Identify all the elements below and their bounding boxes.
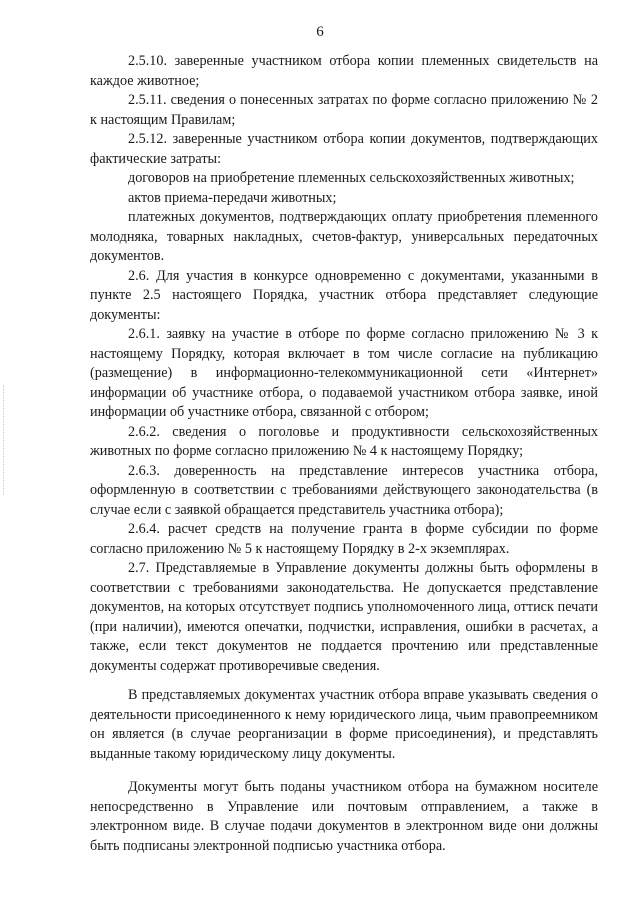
document-body: [90, 52, 598, 856]
paragraph-2-5-12: 2.5.12. заверенные участником отбора копии документов, подтверждающих фактические затраты:: [90, 131, 598, 167]
paragraph-successor-info: В представляемых документах участник отбора вправе указывать сведения о деятельности присоединенного к нему юридического лица, чьим правопреемником он является (в случае реорганизации в форме присоединения), и представлять выданные такому юридическому лицу документы.: [90, 687, 598, 762]
margin-scan-mark: [3, 385, 8, 495]
paragraph-acts: актов приема-передачи животных;: [128, 189, 337, 206]
paragraph-2-7: 2.7. Представляемые в Управление документы должны быть оформлены в соответствии с требованиями законодательства. Не допускается представление документов, на которых отсутствует подпись уполномоченного лица, оттиск печати (при наличии), имеются опечатки, подчистки, исправления, ошибки в расчетах, а также, если текст документов не поддается прочтению или представленные документы содержат противоречивые сведения.: [90, 560, 598, 674]
paragraph-2-6-1: 2.6.1. заявку на участие в отборе по форме согласно приложению № 3 к настоящему Порядку, которая включает в том числе согласие на публикацию (размещение) в информационно-телекоммуникационной сети «Интернет» информации об участнике отбора, о подаваемой участником отбора заявке, иной информации об участнике отбора, связанной с отбором;: [90, 326, 598, 420]
paragraph-2-6-4: 2.6.4. расчет средств на получение гранта в форме субсидии по форме согласно приложению № 5 к настоящему Порядку в 2-х экземплярах.: [90, 521, 598, 557]
paragraph-2-5-11: 2.5.11. сведения о понесенных затратах по форме согласно приложению № 2 к настоящим Правилам;: [90, 92, 598, 128]
page-number: 6: [316, 24, 324, 40]
paragraph-2-5-10: 2.5.10. заверенные участником отбора копии племенных свидетельств на каждое животное;: [90, 53, 598, 89]
paragraph-2-6-2: 2.6.2. сведения о поголовье и продуктивности сельскохозяйственных животных по форме согласно приложению № 4 к настоящему Порядку;: [90, 423, 598, 459]
paragraph-payment-docs: платежных документов, подтверждающих оплату приобретения племенного молодняка, товарных накладных, счетов-фактур, универсальных передаточных документов.: [90, 209, 598, 264]
paragraph-submission-methods: Документы могут быть поданы участником отбора на бумажном носителе непосредственно в Управление или почтовым отправлением, а также в электронном виде. В случае подачи документов в электронном виде они должны быть подписаны электронной подписью участника отбора.: [90, 779, 598, 854]
paragraph-contracts: договоров на приобретение племенных сельскохозяйственных животных;: [128, 170, 575, 186]
paragraph-2-6: 2.6. Для участия в конкурсе одновременно с документами, указанными в пункте 2.5 настоящего Порядка, участник отбора представляет следующие документы:: [90, 267, 598, 323]
paragraph-2-6-3: 2.6.3. доверенность на представление интересов участника отбора, оформленную в соответствии с требованиями действующего законодательства (в случае если с заявкой обращается представитель участника отбора);: [90, 462, 598, 518]
